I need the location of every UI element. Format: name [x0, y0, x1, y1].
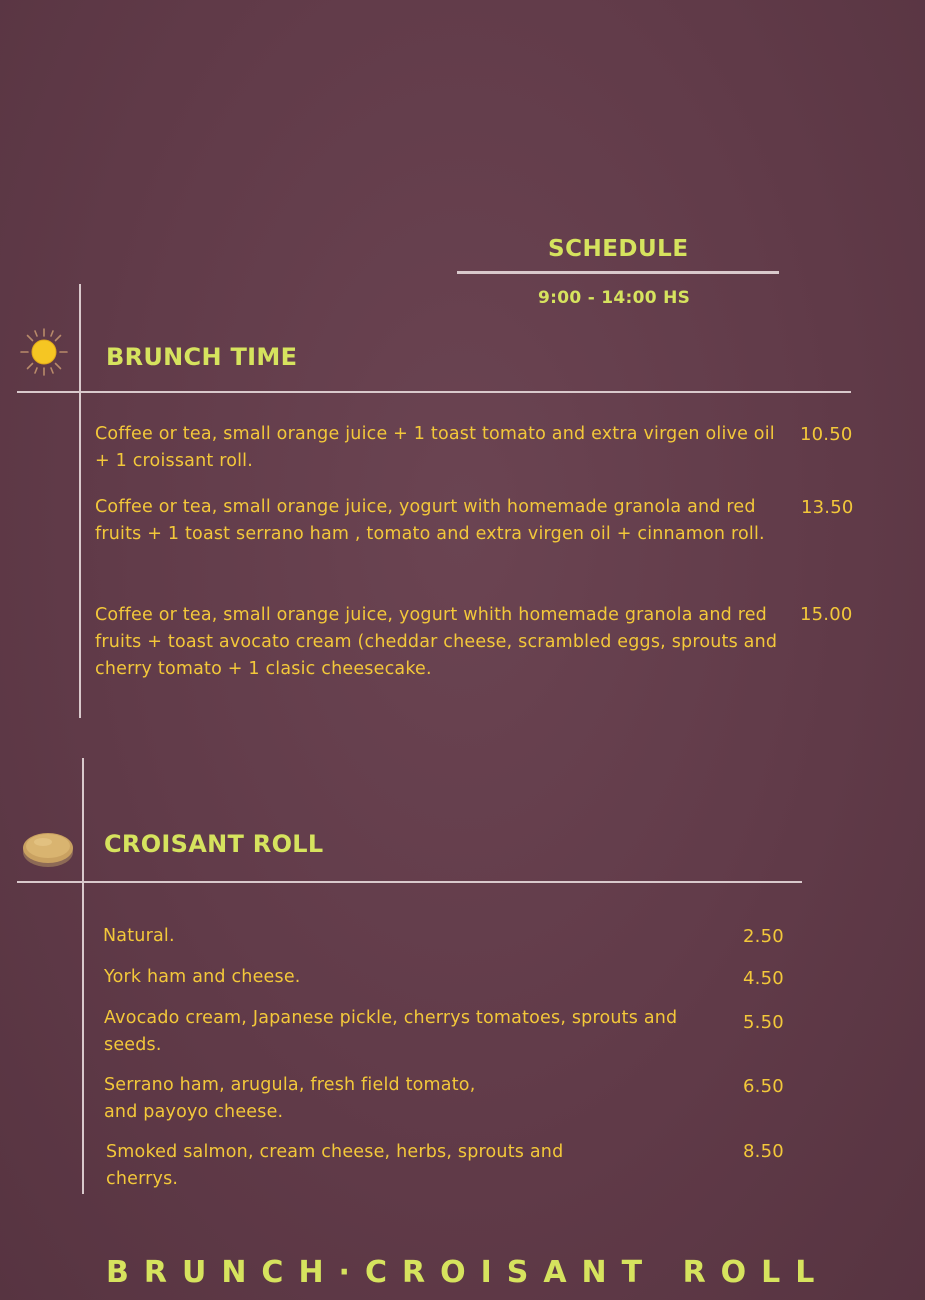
- sun-icon: [20, 328, 68, 376]
- brunch-divider: [17, 391, 851, 393]
- brunch-item-1-price: 10.50: [800, 424, 853, 445]
- croissant-item-3-description: Avocado cream, Japanese pickle, cherrys tomatoes, sprouts and seeds.: [104, 1008, 678, 1055]
- croissant-item-4-description: Serrano ham, arugula, fresh field tomato, and payoyo cheese.: [104, 1075, 476, 1122]
- schedule-hours: 9:00 - 14:00 HS: [538, 288, 691, 308]
- croissant-item-2-description: York ham and cheese.: [104, 967, 301, 987]
- croissant-item-5-price: 8.50: [743, 1141, 784, 1162]
- croissant-item-2-price: 4.50: [743, 968, 784, 989]
- schedule-divider: [457, 271, 779, 274]
- brunch-item-2-description: Coffee or tea, small orange juice, yogurt with homemade granola and red fruits + 1 toast serrano ham , tomato and extra virgen oil + cinnamon roll.: [95, 497, 765, 544]
- croissant-divider: [17, 881, 802, 883]
- croissant-vertical-rule: [82, 758, 84, 1194]
- brunch-section-title: BRUNCH TIME: [106, 343, 298, 371]
- brunch-item-2-price: 13.50: [801, 497, 854, 518]
- croissant-item-1-price: 2.50: [743, 926, 784, 947]
- brunch-item-1-description: Coffee or tea, small orange juice + 1 toast tomato and extra virgen olive oil + 1 croissant roll.: [95, 424, 775, 471]
- croissant-item-4-price: 6.50: [743, 1076, 784, 1097]
- croissant-item-1-description: Natural.: [103, 926, 175, 946]
- croissant-section-title: CROISANT ROLL: [104, 830, 324, 858]
- croissant-item-3-price: 5.50: [743, 1012, 784, 1033]
- croissant-roll-icon: [21, 827, 75, 871]
- schedule-title: SCHEDULE: [548, 236, 689, 262]
- footer-banner: BRUNCH·CROISANT ROLL: [106, 1255, 830, 1290]
- brunch-item-3-price: 15.00: [800, 604, 853, 625]
- croissant-item-5-description: Smoked salmon, cream cheese, herbs, sprouts and cherrys.: [106, 1142, 564, 1189]
- brunch-vertical-rule: [79, 284, 81, 718]
- brunch-item-3-description: Coffee or tea, small orange juice, yogurt whith homemade granola and red fruits + toast avocato cream (cheddar cheese, scrambled eggs, sprouts and cherry tomato + 1 clasic cheesecake.: [95, 605, 778, 679]
